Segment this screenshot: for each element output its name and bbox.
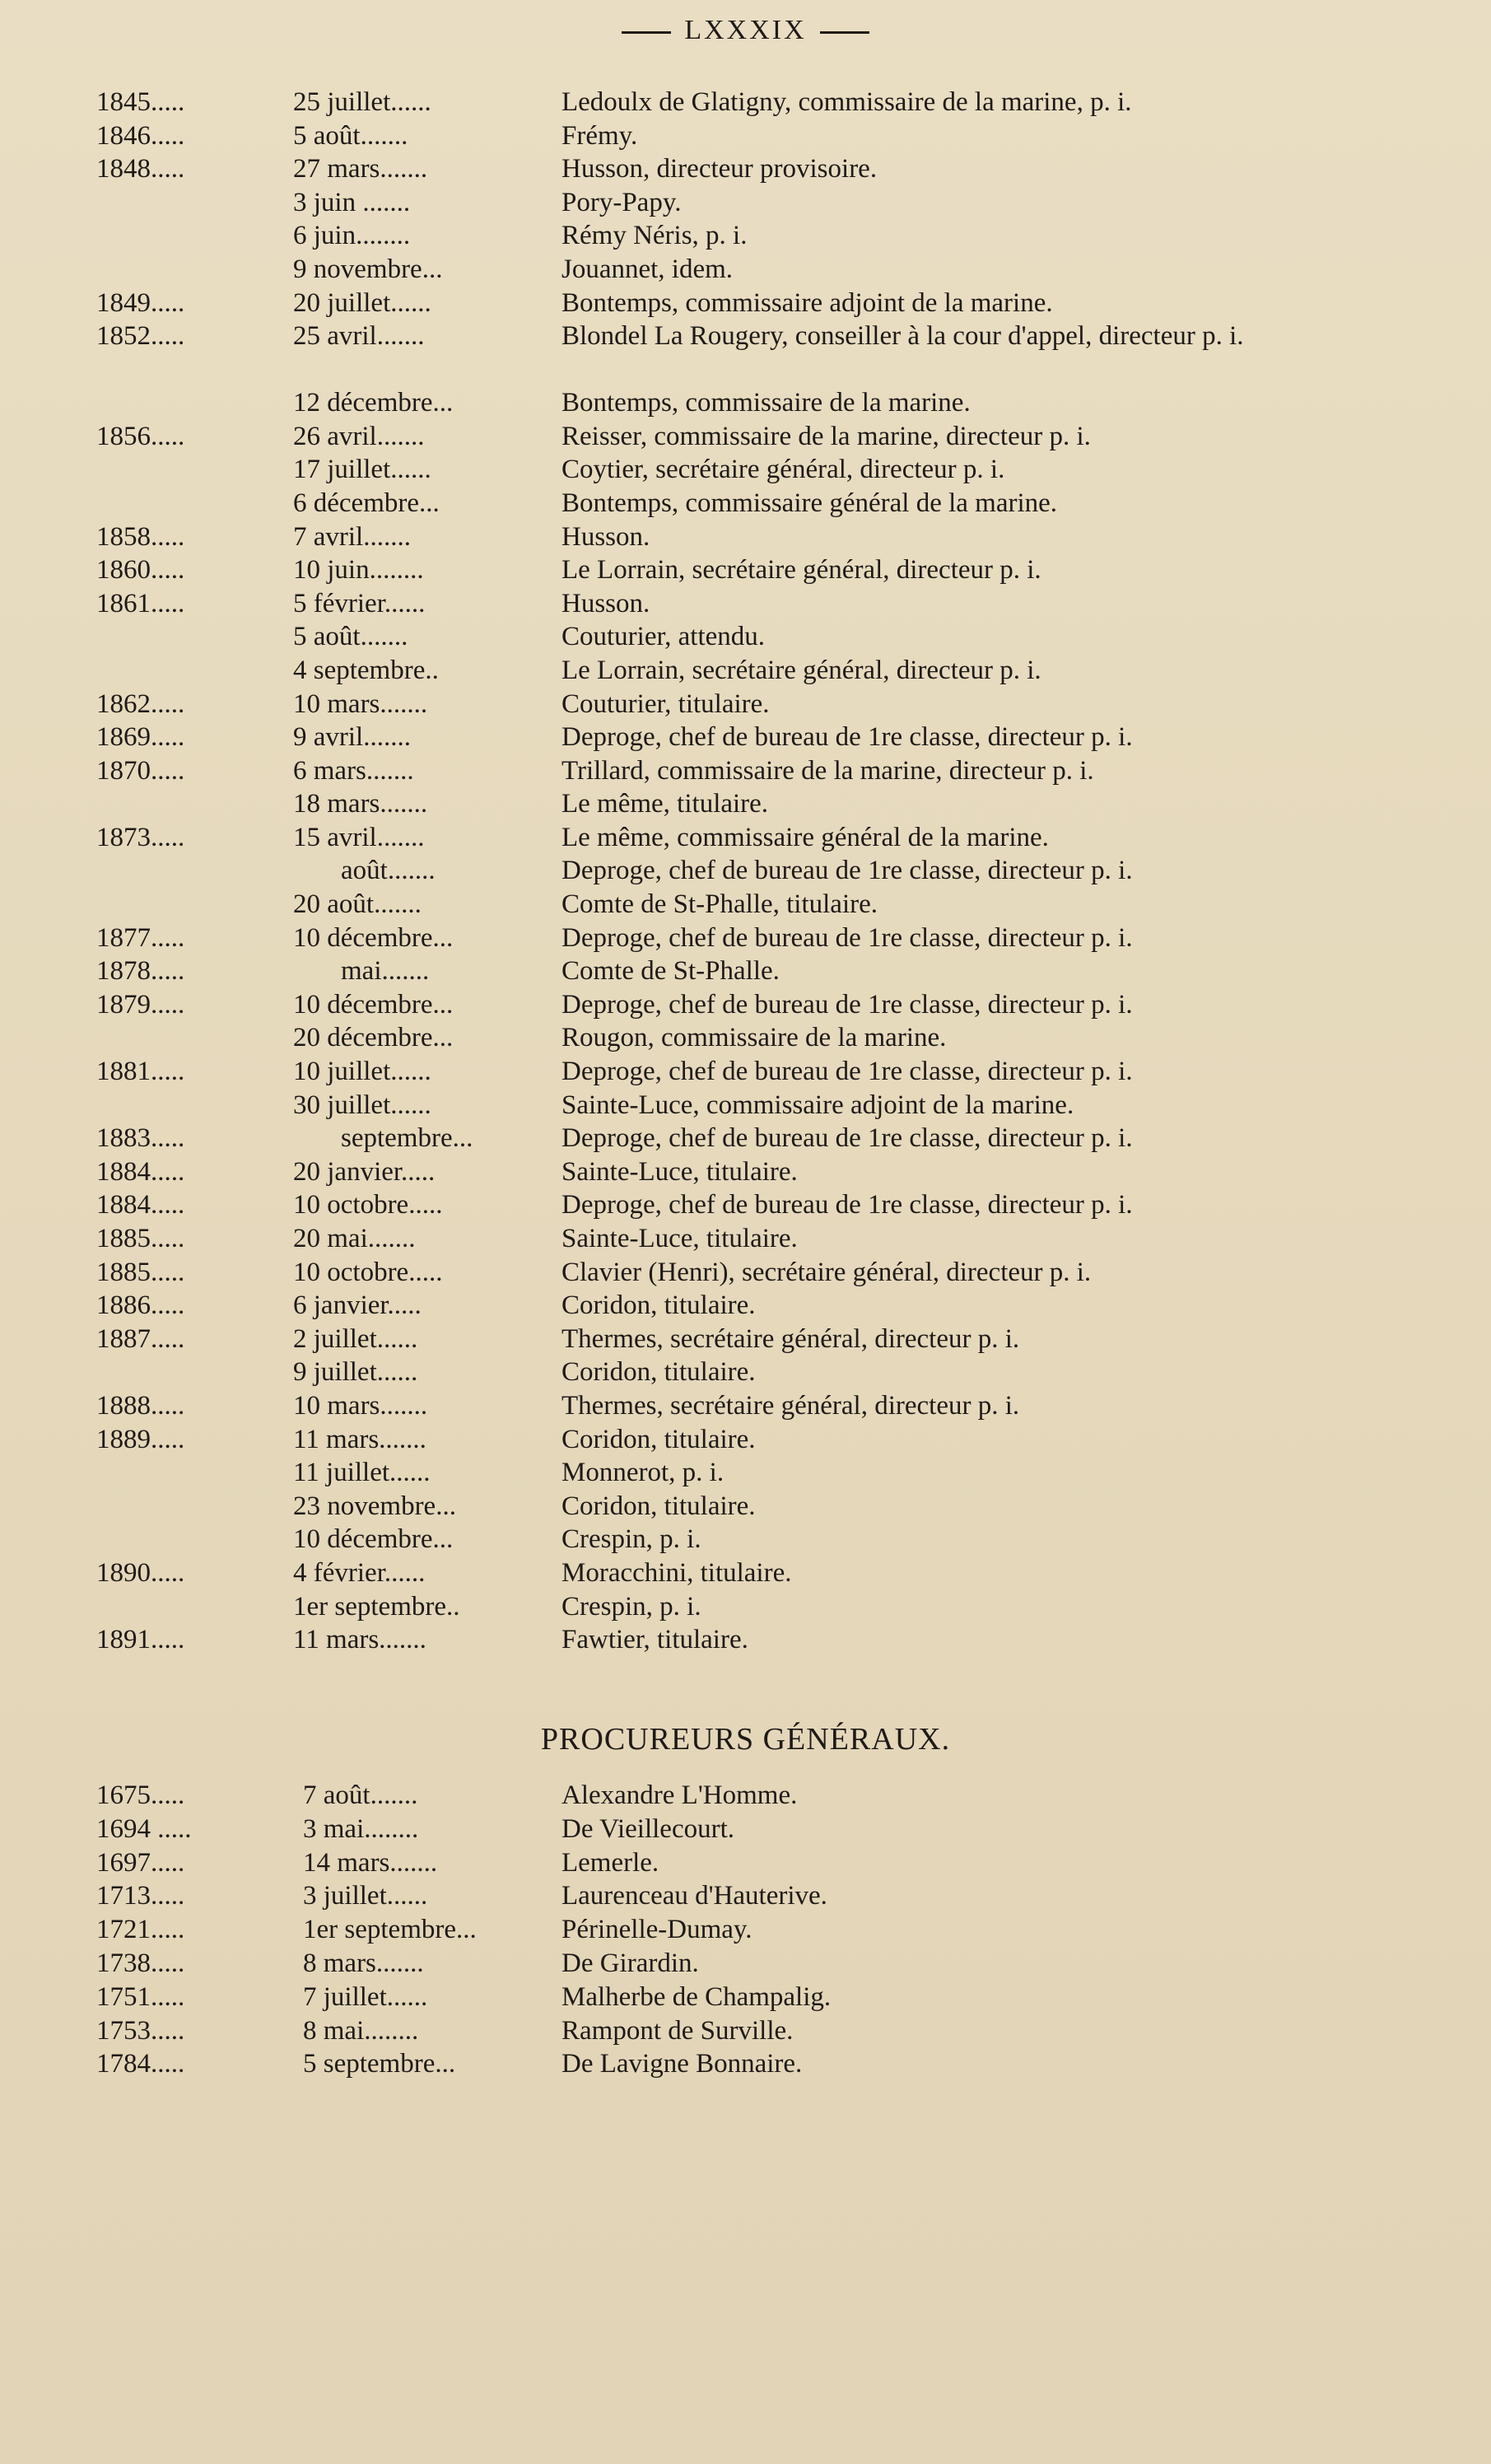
- entry-description: Deproge, chef de bureau de 1re classe, directeur p. i.: [561, 1190, 1133, 1220]
- list-item: [0, 1188, 1491, 1222]
- entry-description: Ledoulx de Glatigny, commissaire de la marine, p. i.: [561, 87, 1132, 117]
- entry-date: 9 juillet......: [293, 1357, 418, 1388]
- entry-date: 9 novembre...: [293, 254, 443, 284]
- entry-description: Alexandre L'Homme.: [561, 1780, 798, 1810]
- entry-description: Coytier, secrétaire général, directeur p. i.: [561, 455, 1005, 485]
- entry-year: 1784.....: [96, 2049, 185, 2079]
- entry-description: Périnelle-Dumay.: [561, 1915, 752, 1945]
- list-item: [0, 2014, 1491, 2048]
- entry-date: 10 mars.......: [293, 688, 428, 719]
- entry-date: 25 avril.......: [293, 321, 425, 352]
- list-item: [0, 620, 1491, 654]
- entry-year: 1694 .....: [96, 1813, 192, 1844]
- entry-description: Reisser, commissaire de la marine, directeur p. i.: [561, 421, 1091, 451]
- entry-year: 1721.....: [96, 1915, 185, 1945]
- list-item: [0, 253, 1491, 287]
- entry-description: Monnerot, p. i.: [561, 1458, 725, 1488]
- list-item: [0, 1356, 1491, 1389]
- list-item: [0, 2047, 1491, 2081]
- entry-date: 6 décembre...: [293, 488, 440, 518]
- list-item: [0, 1590, 1491, 1624]
- entry-description: Comte de St-Phalle.: [561, 956, 780, 987]
- entry-date: 2 juillet......: [293, 1323, 418, 1354]
- entry-description: Moracchini, titulaire.: [561, 1557, 792, 1588]
- entry-description: Blondel La Rougery, conseiller à la cour d'appel, directeur p. i.: [561, 321, 1244, 352]
- entry-description: Husson.: [561, 521, 650, 552]
- entry-date: 6 mars.......: [293, 755, 414, 786]
- entry-year: 1845.....: [96, 87, 185, 117]
- entry-date: 1er septembre...: [303, 1915, 477, 1945]
- list-item: [0, 1913, 1491, 1947]
- list-item: [0, 553, 1491, 587]
- entry-year: 1870.....: [96, 755, 185, 786]
- entry-year: 1884.....: [96, 1190, 185, 1220]
- entry-description: Coridon, titulaire.: [561, 1357, 756, 1388]
- entry-date: 7 avril.......: [293, 521, 411, 552]
- entry-description: Deproge, chef de bureau de 1re classe, directeur p. i.: [561, 989, 1133, 1020]
- entry-date: 7 juillet......: [303, 1981, 428, 2012]
- entry-year: 1849.....: [96, 287, 185, 318]
- entry-date: 10 décembre...: [293, 922, 454, 953]
- entry-description: Trillard, commissaire de la marine, directeur p. i.: [561, 755, 1094, 786]
- list-item: [0, 1947, 1491, 1981]
- list-item: [0, 1021, 1491, 1055]
- entry-year: 1885.....: [96, 1224, 185, 1253]
- list-item: [0, 1289, 1491, 1323]
- entry-date: 10 juillet......: [293, 1057, 431, 1087]
- entry-description: De Lavigne Bonnaire.: [561, 2049, 803, 2079]
- entry-description: Fawtier, titulaire.: [561, 1625, 748, 1655]
- list-item: [0, 1556, 1491, 1590]
- entry-year: 1877.....: [96, 922, 185, 953]
- entry-description: Couturier, attendu.: [561, 622, 766, 652]
- entry-description: Coridon, titulaire.: [561, 1290, 756, 1321]
- list-item: [0, 888, 1491, 922]
- entry-year: 1713.....: [96, 1881, 185, 1911]
- entry-date: 5 février......: [293, 588, 426, 618]
- entry-year: 1889.....: [96, 1424, 185, 1454]
- entry-year: 1890.....: [96, 1557, 185, 1588]
- entry-date: septembre...: [341, 1123, 473, 1154]
- entry-description: Thermes, secrétaire général, directeur p. i.: [561, 1390, 1020, 1421]
- entry-date: 3 mai........: [303, 1813, 419, 1844]
- entry-date: 20 mai.......: [293, 1224, 416, 1253]
- entry-year: 1873.....: [96, 822, 185, 852]
- list-item: [0, 1089, 1491, 1122]
- list-item: [0, 420, 1491, 454]
- entry-description: Bontemps, commissaire de la marine.: [561, 388, 971, 418]
- list-item: [0, 1981, 1491, 2014]
- list-item: [0, 821, 1491, 855]
- list-item: [0, 787, 1491, 821]
- entry-description: Thermes, secrétaire général, directeur p. i.: [561, 1323, 1020, 1354]
- entry-year: 1862.....: [96, 688, 185, 719]
- entry-year: 1751.....: [96, 1981, 185, 2012]
- entry-description: Le même, titulaire.: [561, 789, 769, 819]
- list-item: [0, 320, 1491, 386]
- entry-date: 20 juillet......: [293, 287, 431, 318]
- list-item: [0, 1389, 1491, 1423]
- entry-date: 30 juillet......: [293, 1090, 431, 1120]
- entry-date: 27 mars.......: [293, 154, 428, 184]
- entry-date: 6 juin........: [293, 221, 411, 251]
- entry-year: 1884.....: [96, 1156, 185, 1187]
- entry-year: 1891.....: [96, 1625, 185, 1655]
- list-item: [0, 186, 1491, 220]
- list-item: [0, 1423, 1491, 1457]
- entry-date: 11 mars.......: [293, 1424, 426, 1454]
- entry-year: 1846.....: [96, 120, 185, 151]
- directors-list: [0, 86, 1491, 1657]
- entry-description: Frémy.: [561, 120, 638, 151]
- entry-description: Laurenceau d'Hauterive.: [561, 1881, 827, 1911]
- entry-description: Sainte-Luce, titulaire.: [561, 1156, 798, 1187]
- entry-date: 5 août.......: [293, 622, 408, 652]
- entry-date: 17 juillet......: [293, 455, 431, 485]
- entry-description: Coridon, titulaire.: [561, 1491, 756, 1521]
- list-item: [0, 1779, 1491, 1813]
- entry-description: Malherbe de Champalig.: [561, 1981, 832, 2012]
- entry-description: Coridon, titulaire.: [561, 1424, 756, 1454]
- entry-date: 10 octobre.....: [293, 1190, 443, 1220]
- entry-date: 4 septembre..: [293, 655, 439, 685]
- list-item: [0, 854, 1491, 888]
- entry-description: Rougon, commissaire de la marine.: [561, 1023, 947, 1053]
- list-item: [0, 1456, 1491, 1490]
- entry-description: Bontemps, commissaire adjoint de la marine.: [561, 287, 1053, 318]
- entry-year: 1887.....: [96, 1323, 185, 1354]
- list-item: [0, 386, 1491, 420]
- list-item: [0, 1222, 1491, 1256]
- list-item: [0, 1155, 1491, 1189]
- entry-year: 1888.....: [96, 1390, 185, 1421]
- entry-year: 1738.....: [96, 1948, 185, 1978]
- entry-date: 14 mars.......: [303, 1847, 438, 1878]
- entry-description: Jouannet, idem.: [561, 254, 734, 284]
- entry-date: 9 avril.......: [293, 722, 411, 753]
- entry-description: Rampont de Surville.: [561, 2015, 794, 2046]
- list-item: [0, 86, 1491, 119]
- entry-description: Le Lorrain, secrétaire général, directeur p. i.: [561, 555, 1041, 586]
- entry-description: Clavier (Henri), secrétaire général, directeur p. i.: [561, 1257, 1092, 1287]
- list-item: [0, 287, 1491, 320]
- entry-date: mai.......: [341, 956, 430, 987]
- entry-date: 5 août.......: [293, 120, 408, 151]
- entry-date: 11 juillet......: [293, 1458, 431, 1488]
- entry-description: Deproge, chef de bureau de 1re classe, directeur p. i.: [561, 722, 1133, 753]
- entry-date: 3 juillet......: [303, 1881, 428, 1911]
- entry-year: 1858.....: [96, 521, 185, 552]
- entry-date: 10 décembre...: [293, 1524, 454, 1555]
- entry-year: 1879.....: [96, 989, 185, 1020]
- entry-date: 23 novembre...: [293, 1491, 456, 1521]
- entry-date: 12 décembre...: [293, 388, 454, 418]
- list-item: [0, 1256, 1491, 1290]
- entry-description: Sainte-Luce, titulaire.: [561, 1224, 798, 1253]
- list-item: [0, 922, 1491, 955]
- entry-date: 15 avril.......: [293, 822, 425, 852]
- list-item: [0, 754, 1491, 788]
- entry-description: Crespin, p. i.: [561, 1524, 701, 1555]
- entry-description: Lemerle.: [561, 1847, 659, 1878]
- entry-description: Le même, commissaire général de la marine.: [561, 822, 1049, 852]
- list-item: [0, 587, 1491, 621]
- entry-year: 1852.....: [96, 321, 185, 352]
- list-item: [0, 988, 1491, 1022]
- entry-description: Bontemps, commissaire général de la marine.: [561, 488, 1058, 518]
- entry-year: 1675.....: [96, 1780, 185, 1810]
- list-item: [0, 453, 1491, 487]
- entry-date: 8 mars.......: [303, 1948, 424, 1978]
- entry-description: Rémy Néris, p. i.: [561, 221, 748, 251]
- list-item: [0, 152, 1491, 186]
- entry-description: Couturier, titulaire.: [561, 688, 770, 719]
- list-item: [0, 219, 1491, 253]
- entry-date: 25 juillet......: [293, 87, 431, 117]
- entry-year: 1886.....: [96, 1290, 185, 1321]
- section-title: PROCUREURS GÉNÉRAUX.: [540, 1722, 951, 1757]
- list-item: [0, 688, 1491, 721]
- entry-date: 11 mars.......: [293, 1625, 426, 1655]
- page-number: LXXXIX: [684, 15, 807, 45]
- page-header: [0, 15, 1491, 46]
- entry-description: Deproge, chef de bureau de 1re classe, directeur p. i.: [561, 1057, 1133, 1087]
- header-dash-right: [820, 31, 869, 34]
- entry-year: 1869.....: [96, 722, 185, 753]
- entry-date: 1er septembre..: [293, 1591, 460, 1622]
- entry-year: 1883.....: [96, 1123, 185, 1154]
- entry-description: Deproge, chef de bureau de 1re classe, directeur p. i.: [561, 856, 1133, 886]
- entry-description: Husson.: [561, 588, 650, 618]
- entry-year: 1697.....: [96, 1847, 185, 1878]
- list-item: [0, 1879, 1491, 1913]
- list-item: [0, 1122, 1491, 1155]
- list-item: [0, 1323, 1491, 1356]
- entry-description: Le Lorrain, secrétaire général, directeur p. i.: [561, 655, 1041, 685]
- list-item: [0, 520, 1491, 554]
- entry-date: 5 septembre...: [303, 2049, 456, 2079]
- entry-date: 6 janvier.....: [293, 1290, 422, 1321]
- entry-description: Comte de St-Phalle, titulaire.: [561, 889, 878, 920]
- entry-year: 1753.....: [96, 2015, 185, 2046]
- entry-date: 8 mai........: [303, 2015, 419, 2046]
- list-item: [0, 721, 1491, 754]
- procureurs-list: [0, 1779, 1491, 2081]
- entry-description: Deproge, chef de bureau de 1re classe, directeur p. i.: [561, 922, 1133, 953]
- list-item: [0, 654, 1491, 688]
- entry-description: De Vieillecourt.: [561, 1813, 735, 1844]
- entry-description: Husson, directeur provisoire.: [561, 154, 878, 184]
- entry-date: 10 mars.......: [293, 1390, 428, 1421]
- list-item: [0, 119, 1491, 153]
- entry-description: Pory-Papy.: [561, 187, 682, 217]
- entry-year: 1848.....: [96, 154, 185, 184]
- list-item: [0, 954, 1491, 988]
- entry-date: 10 octobre.....: [293, 1257, 443, 1287]
- entry-description: Crespin, p. i.: [561, 1591, 701, 1622]
- entry-date: août.......: [341, 856, 436, 886]
- entry-year: 1878.....: [96, 956, 185, 987]
- list-item: [0, 1055, 1491, 1089]
- entry-description: De Girardin.: [561, 1948, 699, 1978]
- entry-year: 1885.....: [96, 1257, 185, 1287]
- entry-date: 20 janvier.....: [293, 1156, 436, 1187]
- list-item: [0, 1490, 1491, 1524]
- list-item: [0, 1523, 1491, 1556]
- entry-date: 10 décembre...: [293, 989, 454, 1020]
- entry-year: 1860.....: [96, 555, 185, 586]
- entry-date: 4 février......: [293, 1557, 426, 1588]
- entry-description: Deproge, chef de bureau de 1re classe, directeur p. i.: [561, 1123, 1133, 1154]
- entry-date: 20 décembre...: [293, 1023, 454, 1053]
- header-dash-left: [622, 31, 671, 34]
- entry-year: 1861.....: [96, 588, 185, 618]
- list-item: [0, 487, 1491, 520]
- entry-date: 20 août.......: [293, 889, 422, 920]
- entry-description: Sainte-Luce, commissaire adjoint de la marine.: [561, 1090, 1074, 1120]
- entry-date: 18 mars.......: [293, 789, 428, 819]
- entry-date: 26 avril.......: [293, 421, 425, 451]
- list-item: [0, 1623, 1491, 1657]
- entry-date: 7 août.......: [303, 1780, 418, 1810]
- entry-year: 1881.....: [96, 1057, 185, 1087]
- entry-year: 1856.....: [96, 421, 185, 451]
- list-item: [0, 1813, 1491, 1846]
- entry-date: 10 juin........: [293, 555, 424, 586]
- entry-date: 3 juin .......: [293, 187, 411, 217]
- list-item: [0, 1846, 1491, 1880]
